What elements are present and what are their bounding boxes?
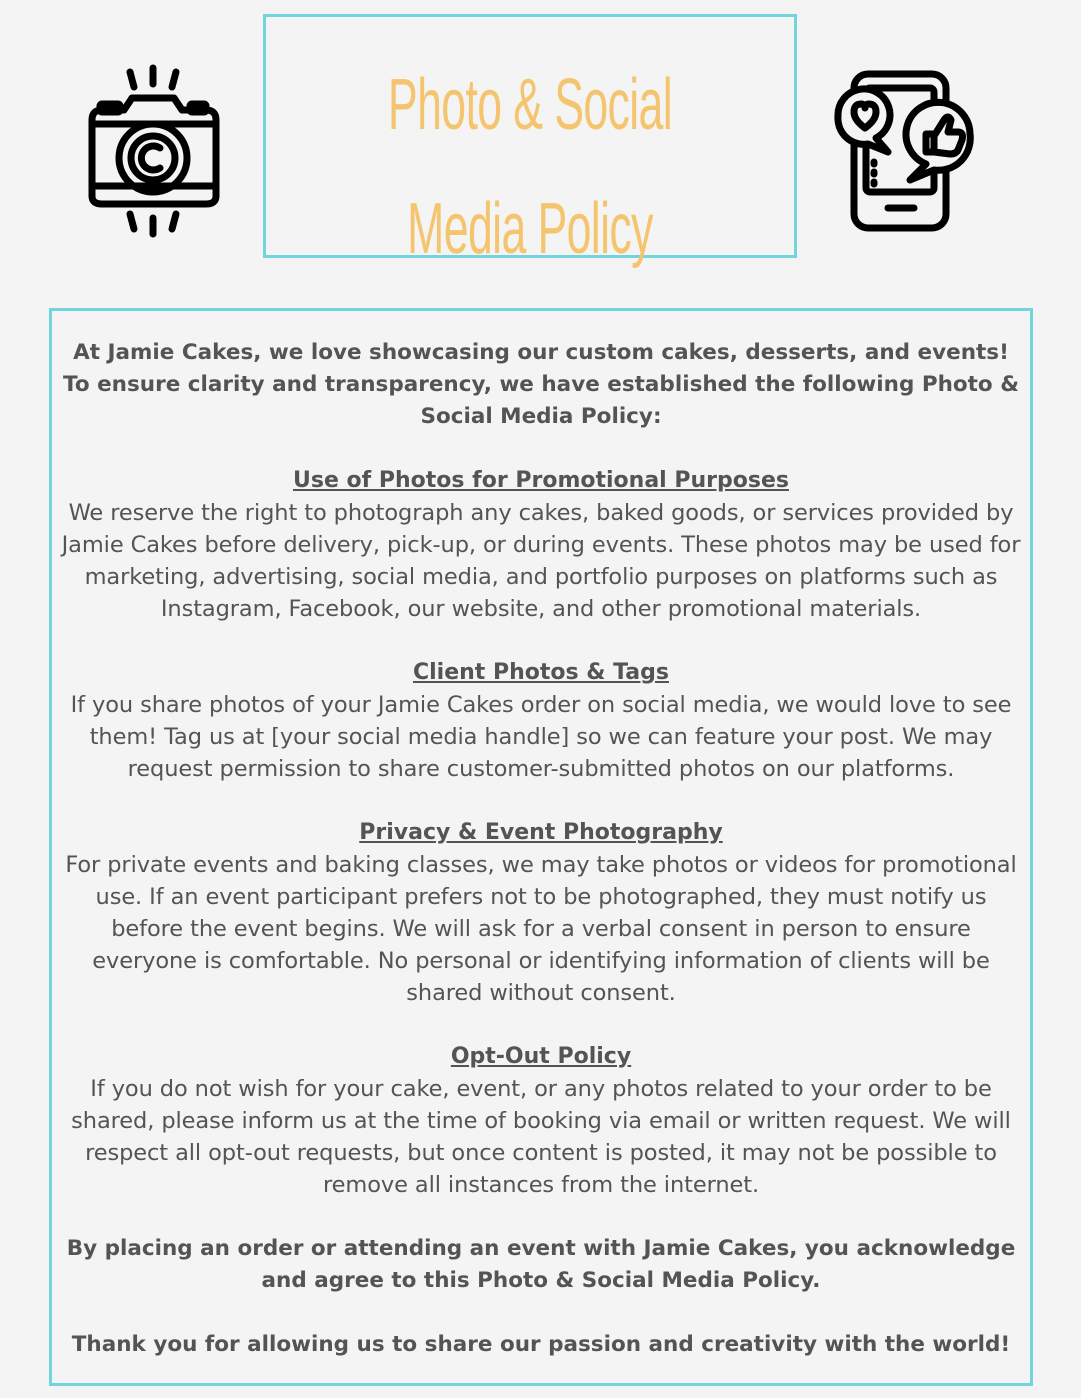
phone-social-icon: [830, 68, 978, 234]
page-title-line-2: Media Policy: [407, 189, 653, 269]
section-heading: Opt-Out Policy: [450, 1044, 632, 1069]
section-heading: Privacy & Event Photography: [359, 820, 723, 845]
title-box: [263, 14, 797, 269]
policy-box: [49, 308, 1033, 1386]
section-body: We reserve the right to photograph any cakes, baked goods, or services provided by Jamie Cakes before delivery, pick-up, or during events. These photos may be used for marketing, advertising, social media, and portfolio purposes on platforms such as Instagram, Facebook, our website, and other promotional materials.: [61, 500, 1021, 622]
policy-section: [58, 465, 1024, 625]
section-heading: Client Photos & Tags: [413, 660, 669, 685]
camera-icon: [80, 62, 226, 240]
policy-intro: At Jamie Cakes, we love showcasing our custom cakes, desserts, and events! To ensure clarity and transparency, we have established the following Photo & Social Media Policy:: [63, 340, 1019, 429]
policy-closing: By placing an order or attending an event with Jamie Cakes, you acknowledge and agree to this Photo & Social Media Policy.: [66, 1236, 1016, 1293]
section-body: If you do not wish for your cake, event, or any photos related to your order to be shared, please inform us at the time of booking via email or written request. We will respect all opt-out requests, but once content is posted, it may not be possible to remove all instances from the internet.: [71, 1076, 1011, 1198]
policy-section: [58, 657, 1024, 785]
policy-section: [58, 817, 1024, 1009]
policy-thanks: Thank you for allowing us to share our passion and creativity with the world!: [71, 1332, 1011, 1357]
section-body: For private events and baking classes, we may take photos or videos for promotional use. If an event participant prefers not to be photographed, they must notify us before the event begins. We will ask for a verbal consent in person to ensure everyone is comfortable. No personal or identifying information of clients will be shared without consent.: [65, 852, 1017, 1006]
section-heading: Use of Photos for Promotional Purposes: [293, 468, 789, 493]
page-title-line-1: Photo & Social: [387, 65, 673, 145]
policy-section: [58, 1041, 1024, 1201]
section-body: If you share photos of your Jamie Cakes order on social media, we would love to see them! Tag us at [your social media handle] so we can feature your post. We may request permission to share customer-submitted photos on our platforms.: [70, 692, 1012, 782]
